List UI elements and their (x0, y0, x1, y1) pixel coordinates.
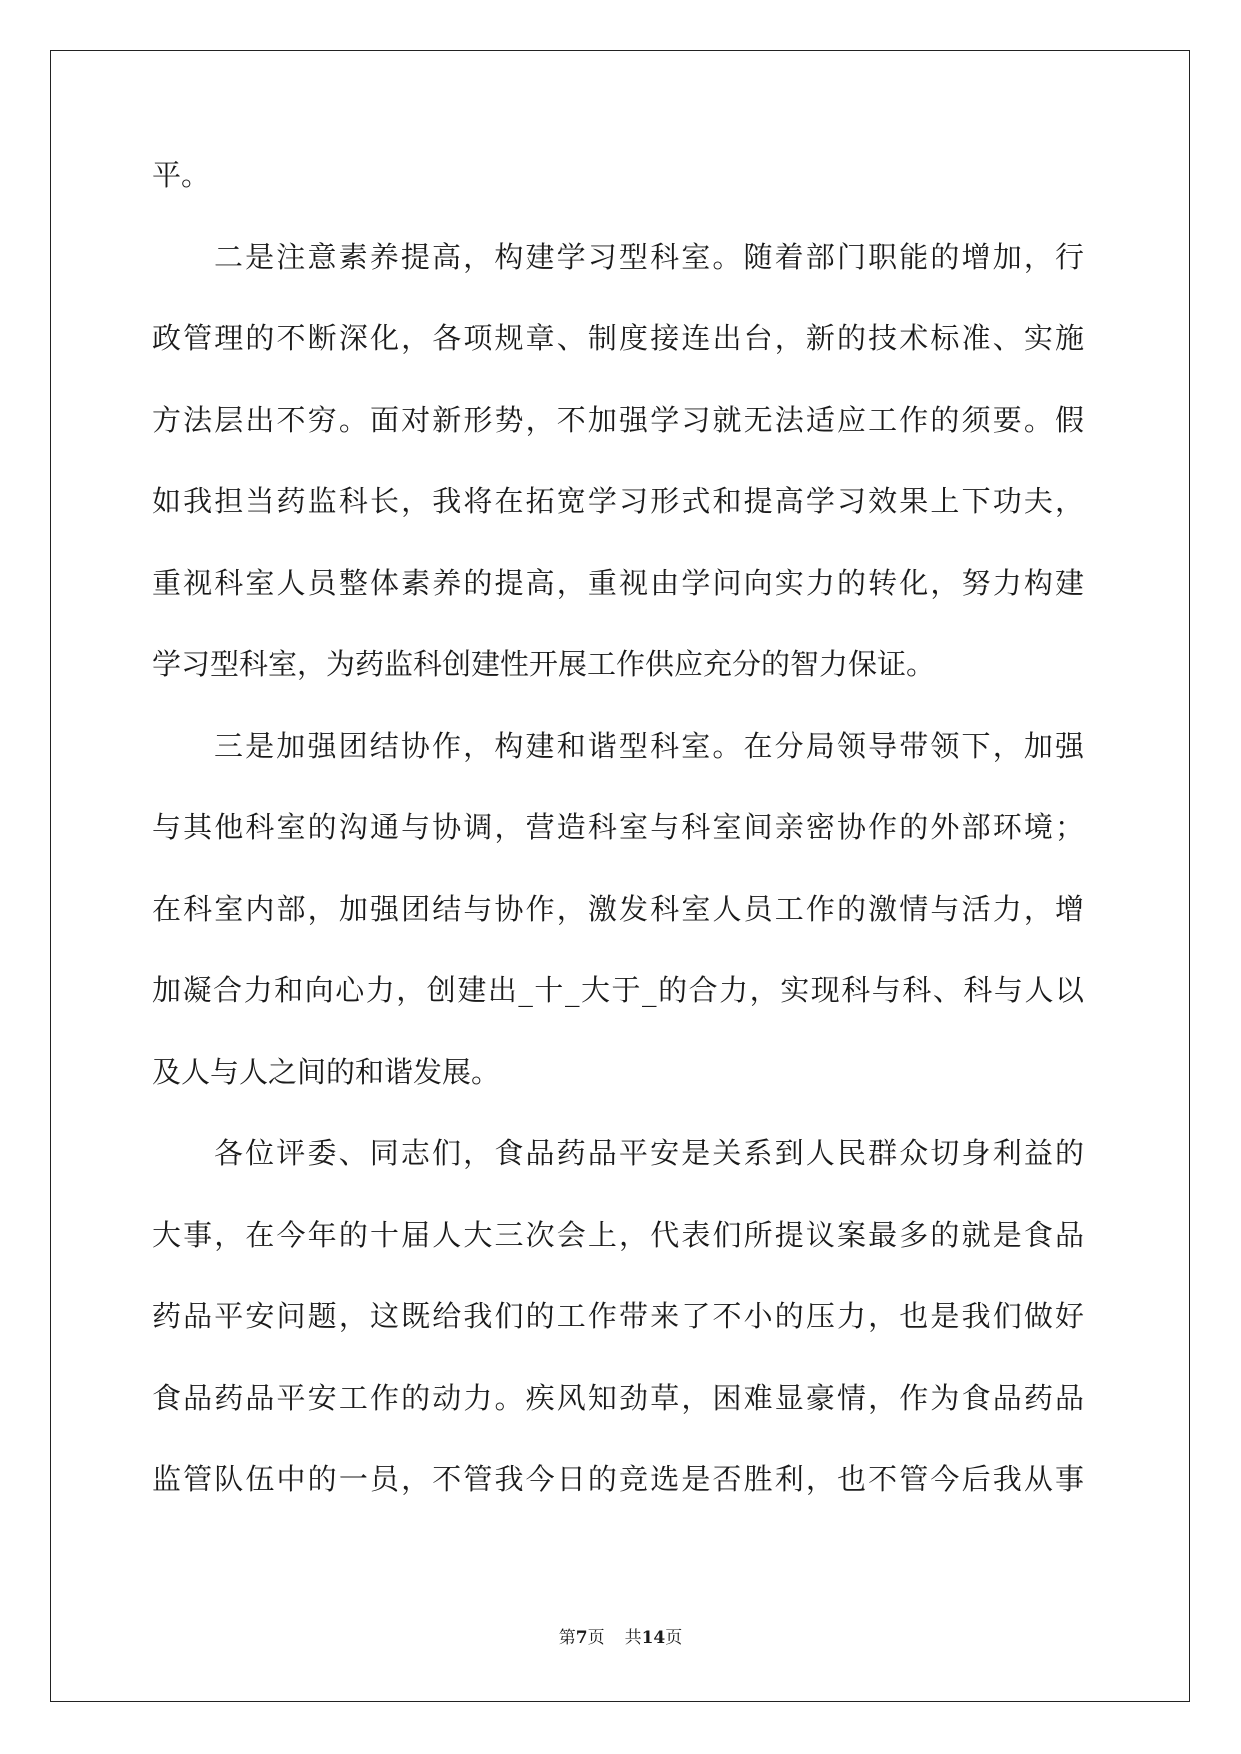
text-line: 在科室内部，加强团结与协作，激发科室人员工作的激情与活力，增 (152, 891, 1084, 926)
text-line: 学习型科室，为药监科创建性开展工作供应充分的智力保证。 (152, 647, 936, 681)
text-line: 重视科室人员整体素养的提高，重视由学问向实力的转化，努力构建 (152, 565, 1084, 600)
text-line: 及人与人之间的和谐发展。 (152, 1054, 501, 1089)
text-line: 与其他科室的沟通与协调，营造科室与科室间亲密协作的外部环境； (152, 810, 1084, 844)
text-line: 大事，在今年的十届人大三次会上，代表们所提议案最多的就是食品 (152, 1217, 1084, 1252)
text-line: 药品平安问题，这既给我们的工作带来了不小的压力，也是我们做好 (152, 1299, 1084, 1333)
page-mid: 页 (587, 1628, 605, 1648)
text-line: 如我担当药监科长，我将在拓宽学习形式和提高学习效果上下功夫， (152, 484, 1084, 518)
page-footer (0, 1626, 1241, 1650)
total-prefix: 共 (624, 1628, 642, 1648)
text-line: 政管理的不断深化，各项规章、制度接连出台，新的技术标准、实施 (152, 321, 1084, 355)
text-line: 监管队伍中的一员，不管我今日的竞选是否胜利，也不管今后我从事 (152, 1462, 1084, 1496)
page-total: 14 (641, 1628, 666, 1648)
document-body (152, 155, 1084, 1541)
text-line: 加凝合力和向心力，创建出_十_大于_的合力，实现科与科、科与人以 (152, 973, 1084, 1007)
paragraph-start-line: 各位评委、同志们，食品药品平安是关系到人民群众切身利益的 (214, 1136, 1084, 1170)
total-suffix: 页 (665, 1628, 683, 1648)
text-line: 食品药品平安工作的动力。疾风知劲草，困难显豪情，作为食品药品 (152, 1380, 1084, 1415)
page-current: 7 (575, 1628, 588, 1648)
page-prefix: 第 (558, 1628, 576, 1648)
paragraph-start-line: 三是加强团结协作，构建和谐型科室。在分局领导带领下，加强 (214, 728, 1084, 763)
text-line: 方法层出不穷。面对新形势，不加强学习就无法适应工作的须要。假 (152, 402, 1084, 437)
paragraph-start-line: 二是注意素养提高，构建学习型科室。随着部门职能的增加，行 (214, 239, 1084, 274)
text-line: 平。 (152, 158, 211, 192)
